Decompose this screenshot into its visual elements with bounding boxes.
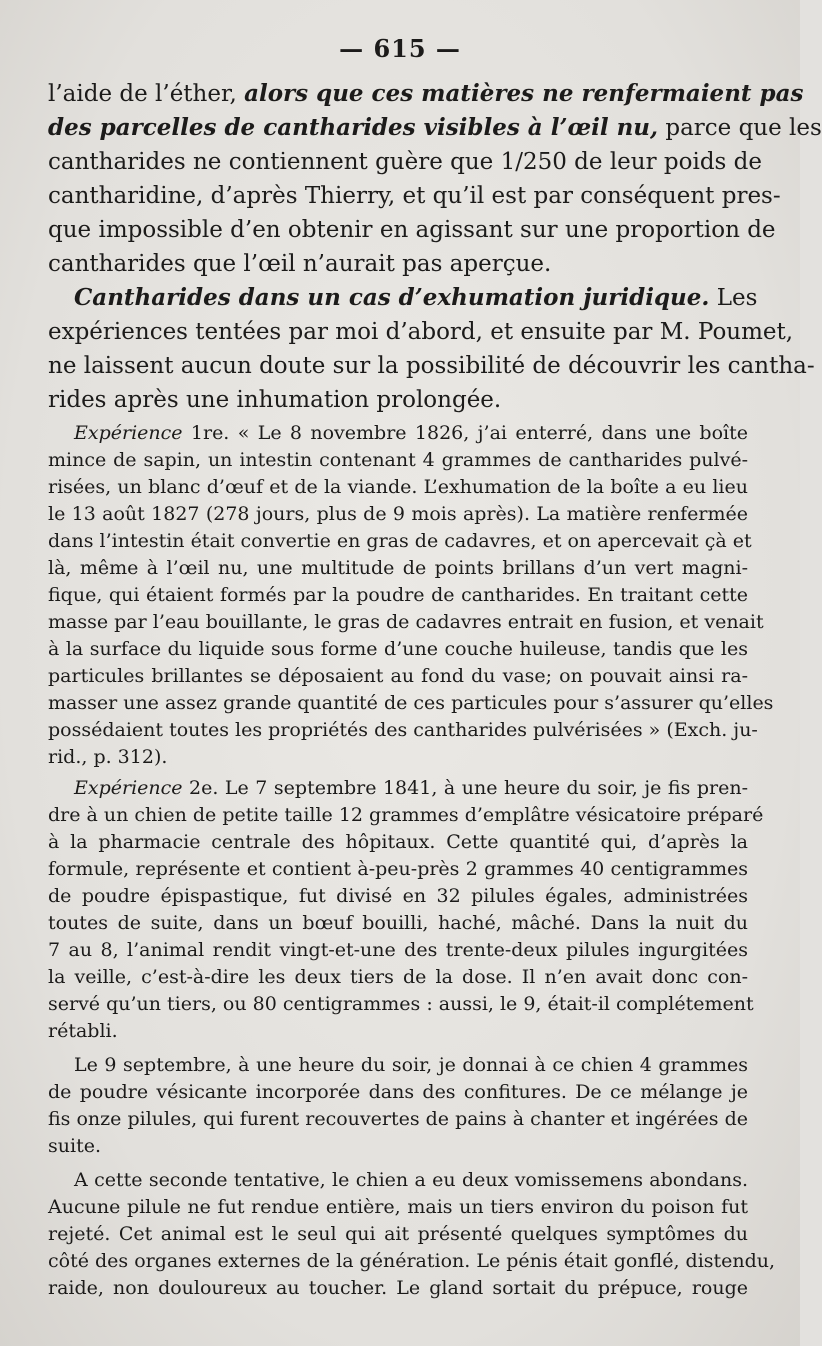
page-number: — 615 — bbox=[339, 34, 461, 63]
text-line: Le 9 septembre, à une heure du soir, je donnai à ce chien 4 grammes bbox=[74, 1054, 748, 1076]
text-line: possédaient toutes les propriétés des cantharides pulvérisées » (Exch. ju- bbox=[48, 719, 758, 741]
text-line: cantharides que l’œil n’aurait pas aperçue. bbox=[48, 251, 552, 277]
text-line: mince de sapin, un intestin contenant 4 grammes de cantharides pulvé- bbox=[48, 449, 748, 471]
text-line: fique, qui étaient formés par la poudre de cantharides. En traitant cette bbox=[48, 584, 748, 606]
text-line: des parcelles de cantharides visibles à l’œil nu, parce que les bbox=[48, 114, 822, 141]
text-line: dre à un chien de petite taille 12 grammes d’emplâtre vésicatoire préparé bbox=[48, 804, 764, 826]
text-line: Aucune pilule ne fut rendue entière, mais un tiers environ du poison fut bbox=[48, 1196, 748, 1218]
text-line: masse par l’eau bouillante, le gras de cadavres entrait en fusion, et venait bbox=[48, 611, 764, 633]
text-line: Expérience 2e. Le 7 septembre 1841, à une heure du soir, je fis pren- bbox=[74, 777, 748, 799]
text-line: formule, représente et contient à-peu-près 2 grammes 40 centigrammes bbox=[48, 858, 748, 880]
text-line: le 13 août 1827 (278 jours, plus de 9 mois après). La matière renfermée bbox=[48, 503, 748, 525]
text-line: à la surface du liquide sous forme d’une couche huileuse, tandis que les bbox=[48, 638, 748, 660]
text-line: là, même à l’œil nu, une multitude de points brillans d’un vert magni- bbox=[48, 557, 748, 579]
text-line: A cette seconde tentative, le chien a eu deux vomissemens abondans. bbox=[74, 1169, 748, 1191]
text-line: dans l’intestin était convertie en gras de cadavres, et on apercevait çà et bbox=[48, 530, 752, 552]
text-line: rid., p. 312). bbox=[48, 746, 168, 768]
text-line: la veille, c’est-à-dire les deux tiers de la dose. Il n’en avait donc con- bbox=[48, 966, 748, 988]
text-line: ne laissent aucun doute sur la possibilité de découvrir les cantha- bbox=[48, 353, 815, 379]
text-line: particules brillantes se déposaient au fond du vase; on pouvait ainsi ra- bbox=[48, 665, 748, 687]
text-line: Expérience 1re. « Le 8 novembre 1826, j’ai enterré, dans une boîte bbox=[74, 422, 748, 444]
text-line: servé qu’un tiers, ou 80 centigrammes : aussi, le 9, était-il complétement bbox=[48, 993, 754, 1015]
text-line: expériences tentées par moi d’abord, et ensuite par M. Poumet, bbox=[48, 319, 794, 345]
text-line: l’aide de l’éther, alors que ces matières ne renfermaient pas bbox=[48, 80, 804, 107]
text-line: suite. bbox=[48, 1135, 101, 1157]
text-line: de poudre vésicante incorporée dans des confitures. De ce mélange je bbox=[48, 1081, 748, 1103]
text-line: côté des organes externes de la génération. Le pénis était gonflé, distendu, bbox=[48, 1250, 776, 1272]
text-line: de poudre épispastique, fut divisé en 32 pilules égales, administrées bbox=[48, 885, 748, 907]
text-line: raide, non douloureux au toucher. Le gland sortait du prépuce, rouge bbox=[48, 1277, 748, 1299]
text-line: rétabli. bbox=[48, 1020, 118, 1042]
text-line: risées, un blanc d’œuf et de la viande. L’exhumation de la boîte a eu lieu bbox=[48, 476, 748, 498]
text-line: cantharides ne contiennent guère que 1/250 de leur poids de bbox=[48, 149, 763, 175]
text-line: Cantharides dans un cas d’exhumation juridique. Les bbox=[74, 284, 758, 311]
text-line: à la pharmacie centrale des hôpitaux. Cette quantité qui, d’après la bbox=[48, 831, 748, 853]
text-line: masser une assez grande quantité de ces particules pour s’assurer qu’elles bbox=[48, 692, 774, 714]
text-line: rides après une inhumation prolongée. bbox=[48, 387, 502, 413]
text-line: que impossible d’en obtenir en agissant sur une proportion de bbox=[48, 217, 776, 243]
text-line: 7 au 8, l’animal rendit vingt-et-une des trente-deux pilules ingurgitées bbox=[48, 939, 748, 961]
text-line: rejeté. Cet animal est le seul qui ait présenté quelques symptômes du bbox=[48, 1223, 748, 1245]
text-line: fis onze pilules, qui furent recouvertes de pains à chanter et ingérées de bbox=[48, 1108, 748, 1130]
text-line: toutes de suite, dans un bœuf bouilli, haché, mâché. Dans la nuit du bbox=[48, 912, 748, 934]
text-line: cantharidine, d’après Thierry, et qu’il est par conséquent pres- bbox=[48, 183, 781, 209]
